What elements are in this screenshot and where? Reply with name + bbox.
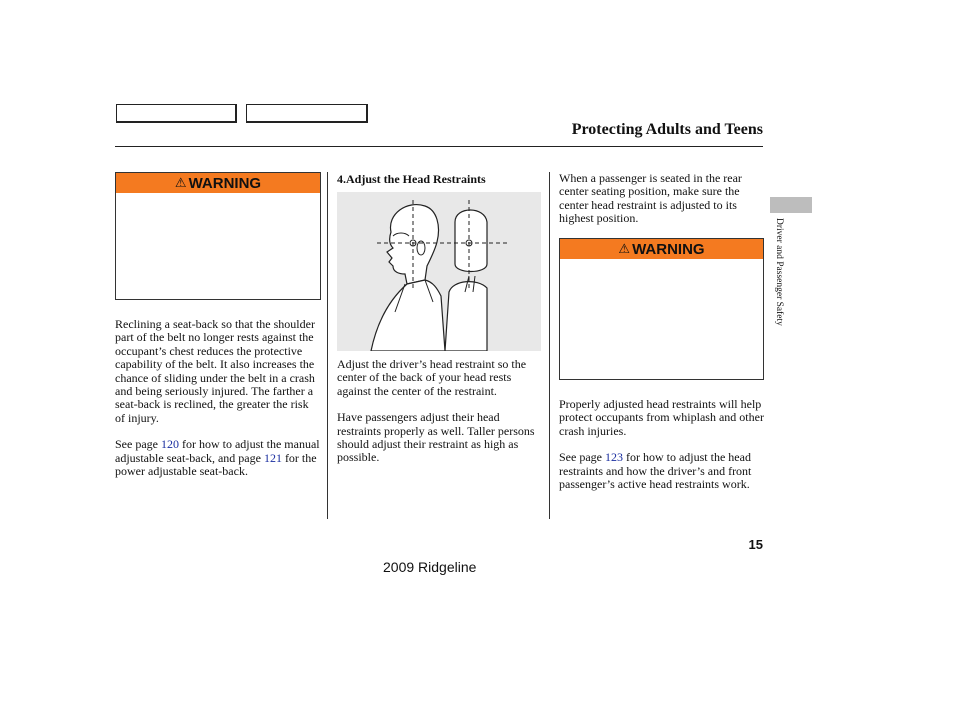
warning-banner-2 (560, 239, 763, 259)
col2-paragraph-1: Adjust the driver’s head restraint so the center of the back of your head rests against the center of the restraint. (337, 357, 527, 398)
title-rule (115, 146, 763, 147)
col1-paragraph-1: Reclining a seat-back so that the shoulder part of the belt no longer rests against the occupant’s chest reduces the protective capability of the belt. It also increases the chance of sliding under the belt in a crash and being seriously injured. The farther a seat-back is reclined, the greater the risk of injury. (115, 317, 315, 425)
warning-label-2: WARNING (632, 240, 705, 258)
head-restraint-icon (337, 192, 541, 351)
head-restraint-illustration (337, 192, 541, 351)
page-link-123[interactable]: 123 (604, 450, 623, 465)
nav-box-left[interactable] (116, 104, 237, 123)
page-number: 15 (748, 537, 763, 552)
col3-p3-text-b: for how to adjust the head restraints and how the driver’s and front passenger’s active head restraints work. (559, 450, 752, 492)
col3-p3-text-a: See page (559, 450, 605, 465)
page-title: Protecting Adults and Teens (571, 121, 763, 138)
warning-box-1 (115, 172, 321, 300)
col2-heading: 4.Adjust the Head Restraints (337, 172, 486, 186)
col1-p2-text-a: See page (115, 437, 161, 452)
page-link-121[interactable]: 121 (263, 450, 282, 465)
col1-p2-text-c: for the power adjustable seat-back. (115, 450, 317, 479)
column-divider-2 (549, 172, 550, 519)
column-divider-1 (327, 172, 328, 519)
warning-triangle-icon: ⚠ (174, 175, 187, 190)
section-side-label: Driver and Passenger Safety (774, 218, 784, 326)
warning-box-2 (559, 238, 764, 380)
col1-p2-text-b: for how to adjust the manual adjustable seat-back, and page (115, 437, 320, 465)
warning-label-1: WARNING (188, 174, 262, 192)
col2-paragraph-2: Have passengers adjust their head restraints properly as well. Taller persons should adjust their restraint as high as possible. (337, 410, 535, 465)
col1-paragraph-2 (115, 438, 321, 478)
warning-triangle-icon: ⚠ (618, 241, 631, 256)
page-link-120[interactable]: 120 (160, 437, 179, 452)
nav-box-right[interactable] (246, 104, 368, 123)
warning-banner-1 (116, 173, 320, 193)
col3-paragraph-2: Properly adjusted head restraints will help protect occupants from whiplash and other crash injuries. (559, 397, 764, 438)
footer-model: 2009 Ridgeline (383, 559, 477, 575)
col3-paragraph-3 (559, 451, 765, 491)
section-side-tab[interactable] (770, 197, 812, 213)
col3-paragraph-1: When a passenger is seated in the rear center seating position, make sure the center head restraint is adjusted to its highest position. (559, 171, 742, 226)
